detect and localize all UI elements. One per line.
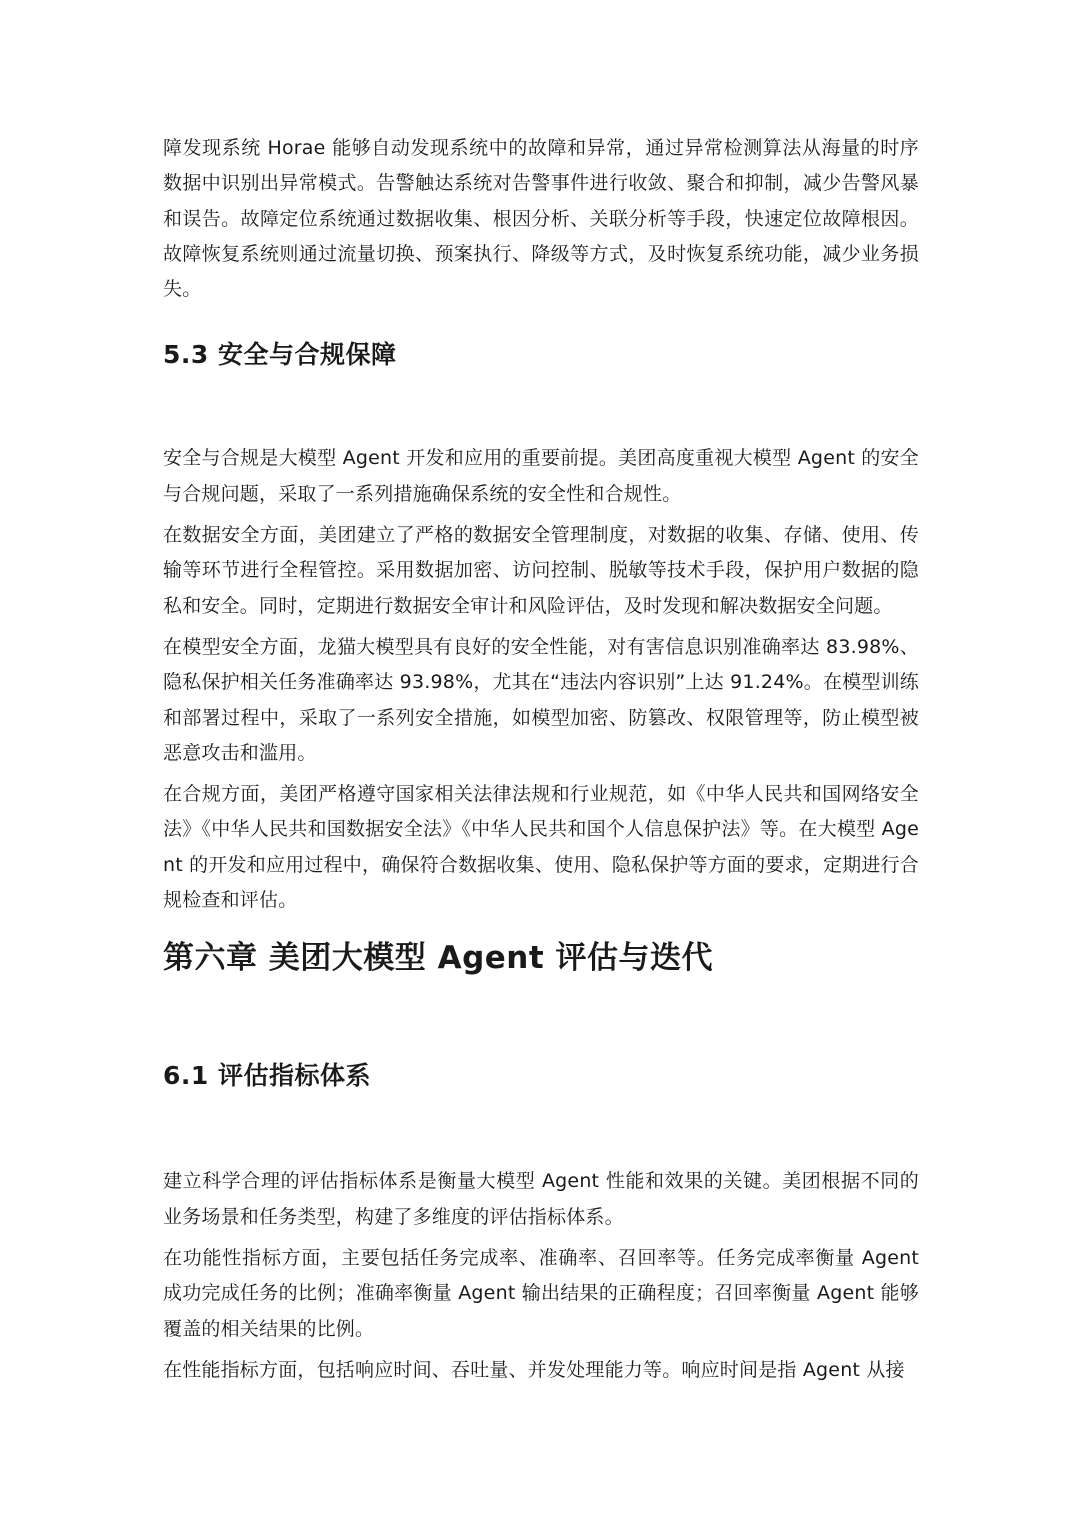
section-6-1-paragraph-1: 建立科学合理的评估指标体系是衡量大模型 Agent 性能和效果的关键。美团根据不同的业务场景和任务类型，构建了多维度的评估指标体系。 xyxy=(163,1170,919,1228)
section-heading-5-3: 5.3 安全与合规保障 xyxy=(163,340,397,370)
chapter-6-heading: 第六章 美团大模型 Agent 评估与迭代 xyxy=(163,940,713,977)
intro-paragraph: 障发现系统 Horae 能够自动发现系统中的故障和异常，通过异常检测算法从海量的时序数据中识别出异常模式。告警触达系统对告警事件进行收敛、聚合和抑制，减少告警风暴和误告。故障定位系统通过数据收集、根因分析、关联分析等手段，快速定位故障根因。故障恢复系统则通过流量切换、预案执行、降级等方式，及时恢复系统功能，减少业务损失。 xyxy=(163,137,919,301)
section-5-3-paragraph-2: 在数据安全方面，美团建立了严格的数据安全管理制度，对数据的收集、存储、使用、传输等环节进行全程管控。采用数据加密、访问控制、脱敏等技术手段，保护用户数据的隐私和安全。同时，定期进行数据安全审计和风险评估，及时发现和解决数据安全问题。 xyxy=(163,524,919,617)
section-5-3-paragraph-4: 在合规方面，美团严格遵守国家相关法律法规和行业规范，如《中华人民共和国网络安全法》《中华人民共和国数据安全法》《中华人民共和国个人信息保护法》等。在大模型 Agent 的开发和应用过程中，确保符合数据收集、使用、隐私保护等方面的要求，定期进行合规检查和评估。 xyxy=(163,783,919,912)
document-page xyxy=(163,131,919,1394)
section-5-3-paragraph-1: 安全与合规是大模型 Agent 开发和应用的重要前提。美团高度重视大模型 Agent 的安全与合规问题，采取了一系列措施确保系统的安全性和合规性。 xyxy=(163,447,919,505)
section-heading-6-1: 6.1 评估指标体系 xyxy=(163,1061,371,1091)
section-6-1-paragraph-2: 在功能性指标方面，主要包括任务完成率、准确率、召回率等。任务完成率衡量 Agent 成功完成任务的比例；准确率衡量 Agent 输出结果的正确程度；召回率衡量 Agent 能够覆盖的相关结果的比例。 xyxy=(163,1246,919,1340)
section-6-1-paragraph-3: 在性能指标方面，包括响应时间、吞吐量、并发处理能力等。响应时间是指 Agent 从接 xyxy=(163,1358,905,1381)
section-5-3-paragraph-3: 在模型安全方面，龙猫大模型具有良好的安全性能，对有害信息识别准确率达 83.98%、隐私保护相关任务准确率达 93.98%，尤其在“违法内容识别”上达 91.24%。在模型训练和部署过程中，采取了一系列安全措施，如模型加密、防篡改、权限管理等，防止模型被恶意攻击和滥用。 xyxy=(163,635,919,764)
